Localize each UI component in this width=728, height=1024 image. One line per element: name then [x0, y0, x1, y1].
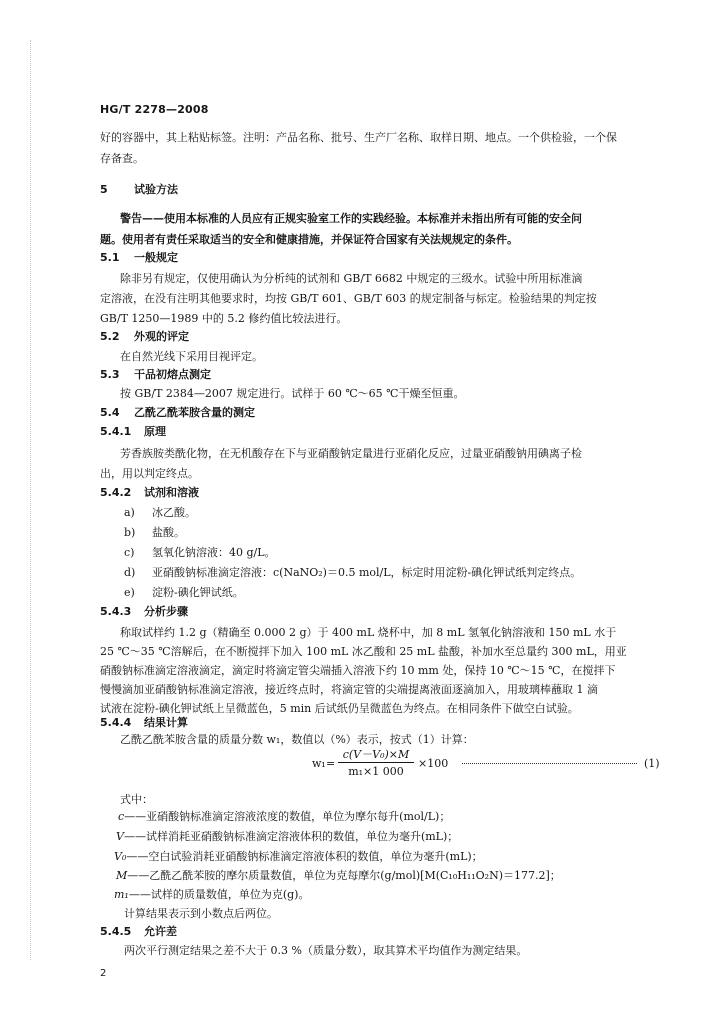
paragraph-line: 硝酸钠标准滴定溶液滴定，滴定时将滴定管尖端插入溶液下约 10 mm 处，保持 10 ℃～15 ℃，在搅拌下 [100, 664, 616, 677]
paragraph-line: GB/T 1250—1989 中的 5.2 修约值比较法进行。 [100, 312, 348, 325]
paragraph-line: 慢慢滴加亚硝酸钠标准滴定溶液，接近终点时，将滴定管的尖端提离液面逐滴加入，用玻璃棒蘸取 1 滴 [100, 683, 598, 696]
reagent-text: 冰乙酸。 [152, 506, 196, 519]
symbol: m₁ [114, 888, 129, 901]
formula-1 [312, 746, 660, 782]
reagent-text: 亚硝酸钠标准滴定溶液：c(NaNO₂)＝0.5 mol/L，标定时用淀粉-碘化钾试纸判定终点。 [152, 566, 582, 579]
paragraph-line: 两次平行测定结果之差不大于 0.3 %（质量分数），取其算术平均值作为测定结果。 [124, 944, 528, 957]
paragraph-line: 计算结果表示到小数点后两位。 [124, 907, 278, 920]
formula-denominator: m₁×1 000 [348, 765, 404, 778]
warning-line: 警告——使用本标准的人员应有正规实验室工作的实践经验。本标准并未指出所有可能的安全问 [120, 212, 582, 225]
paragraph-line: 称取试样约 1.2 g（精确至 0.000 2 g）于 400 mL 烧杯中，加 8 mL 氢氧化钠溶液和 150 mL 水于 [120, 626, 617, 639]
paragraph-line: 按 GB/T 2384—2007 规定进行。试样于 60 ℃～65 ℃干燥至恒重。 [120, 387, 465, 400]
section-title: 干品初熔点测定 [134, 368, 211, 381]
symbol: V₀ [114, 850, 127, 863]
section-number: 5.4 [100, 406, 120, 419]
equation-number: (1) [644, 757, 660, 770]
symbol-text: ——试样消耗亚硝酸钠标准滴定溶液体积的数值，单位为毫升(mL)； [123, 830, 459, 843]
symbol-definition [116, 830, 458, 844]
warning-line: 题。使用者有责任采取适当的安全和健康措施，并保证符合国家有关法规规定的条件。 [100, 233, 518, 246]
paragraph-line: 芳香族胺类酰化物，在无机酸存在下与亚硝酸钠定量进行亚硝化反应，过量亚硝酸钠用碘离子检 [120, 447, 582, 460]
section-title: 试验方法 [134, 183, 178, 196]
section-number: 5.3 [100, 368, 120, 381]
where-label: 式中： [120, 793, 153, 806]
paragraph-line: 定溶液，在没有注明其他要求时，均按 GB/T 601、GB/T 603 的规定制备与标定。检验结果的判定按 [100, 292, 597, 305]
reagent-label: b) [124, 526, 136, 539]
reagent-item [124, 586, 244, 600]
paragraph-line: 在自然光线下采用目视评定。 [120, 350, 263, 363]
reagent-text: 盐酸。 [152, 526, 185, 539]
formula-times-100: ×100 [418, 757, 449, 770]
reagent-text: 淀粉-碘化钾试纸。 [152, 586, 244, 599]
paragraph-line: 存备查。 [100, 152, 144, 165]
symbol-definition [114, 888, 309, 902]
section-number: 5.4.3 [100, 605, 132, 618]
section-heading-5 [100, 183, 178, 197]
symbol: V [116, 830, 124, 843]
paragraph-line: 好的容器中，其上粘贴标签。注明：产品名称、批号、生产厂名称、取样日期、地点。一个供检验，一个保 [100, 131, 617, 144]
section-heading-5-4-4 [100, 716, 188, 730]
section-title: 外观的评定 [134, 330, 189, 343]
paragraph-line: 出，用以判定终点。 [100, 467, 199, 480]
paragraph-line: 除非另有规定，仅使用确认为分析纯的试剂和 GB/T 6682 中规定的三级水。试验中所用标准滴 [120, 272, 583, 285]
formula-lhs: w₁ [312, 757, 326, 770]
symbol-definition [118, 810, 450, 824]
section-title: 试剂和溶液 [144, 486, 199, 499]
reagent-label: c) [124, 546, 135, 559]
section-number: 5.2 [100, 330, 120, 343]
section-title: 原理 [144, 425, 166, 438]
section-title: 一般规定 [134, 251, 178, 264]
section-number: 5.1 [100, 251, 120, 264]
section-number: 5.4.5 [100, 925, 132, 938]
section-heading-5-2 [100, 330, 189, 344]
paragraph-line: 乙酰乙酰苯胺含量的质量分数 w₁，数值以（%）表示，按式（1）计算： [120, 733, 474, 746]
reagent-item [124, 546, 276, 560]
reagent-label: d) [124, 566, 136, 579]
symbol-text: ——乙酰乙酰苯胺的摩尔质量数值，单位为克每摩尔(g/mol)[M(C₁₀H₁₁O₂N)＝177.2]； [127, 869, 561, 882]
formula-equals: = [326, 757, 336, 770]
section-heading-5-4-2 [100, 486, 199, 500]
paragraph-line: 试液在淀粉-碘化钾试纸上呈微蓝色，5 min 后试纸仍呈微蓝色为终点。在相同条件下做空白试验。 [100, 702, 579, 715]
formula-numerator: c(V－V₀)×M [342, 748, 410, 761]
symbol: c [118, 810, 125, 823]
section-title: 分析步骤 [144, 605, 188, 618]
section-heading-5-1 [100, 251, 178, 265]
section-heading-5-4 [100, 406, 255, 420]
reagent-item [124, 506, 196, 520]
section-title: 乙酰乙酰苯胺含量的测定 [134, 406, 255, 419]
symbol-text: ——试样的质量数值，单位为克(g)。 [128, 888, 310, 901]
section-title: 结果计算 [144, 716, 188, 729]
symbol-definition [114, 850, 483, 864]
symbol-text: ——空白试验消耗亚硝酸钠标准滴定溶液体积的数值，单位为毫升(mL)； [126, 850, 483, 863]
reagent-label: e) [124, 586, 135, 599]
standard-number-header: HG/T 2278—2008 [100, 103, 209, 116]
section-number: 5.4.4 [100, 716, 132, 729]
reagent-label: a) [124, 506, 135, 519]
section-heading-5-3 [100, 368, 211, 382]
section-number: 5.4.2 [100, 486, 132, 499]
scan-edge-dotted-line [30, 40, 32, 960]
paragraph-line: 25 ℃～35 ℃溶解后，在不断搅拌下加入 100 mL 冰乙酸和 25 mL 盐酸，补加水至总量约 300 mL，用亚 [100, 645, 627, 658]
section-number: 5 [100, 183, 108, 196]
section-number: 5.4.1 [100, 425, 132, 438]
section-heading-5-4-1 [100, 425, 166, 439]
fraction-bar [338, 762, 414, 763]
symbol: M [116, 869, 128, 882]
page-number: 2 [100, 968, 107, 979]
symbol-text: ——亚硝酸钠标准滴定溶液浓度的数值，单位为摩尔每升(mol/L)； [124, 810, 451, 823]
section-title: 允许差 [144, 925, 177, 938]
section-heading-5-4-5 [100, 925, 177, 939]
leader-dots [462, 755, 637, 764]
symbol-definition [116, 869, 561, 883]
reagent-item [124, 566, 581, 580]
reagent-text: 氢氧化钠溶液：40 g/L。 [152, 546, 276, 559]
reagent-item [124, 526, 185, 540]
section-heading-5-4-3 [100, 605, 188, 619]
